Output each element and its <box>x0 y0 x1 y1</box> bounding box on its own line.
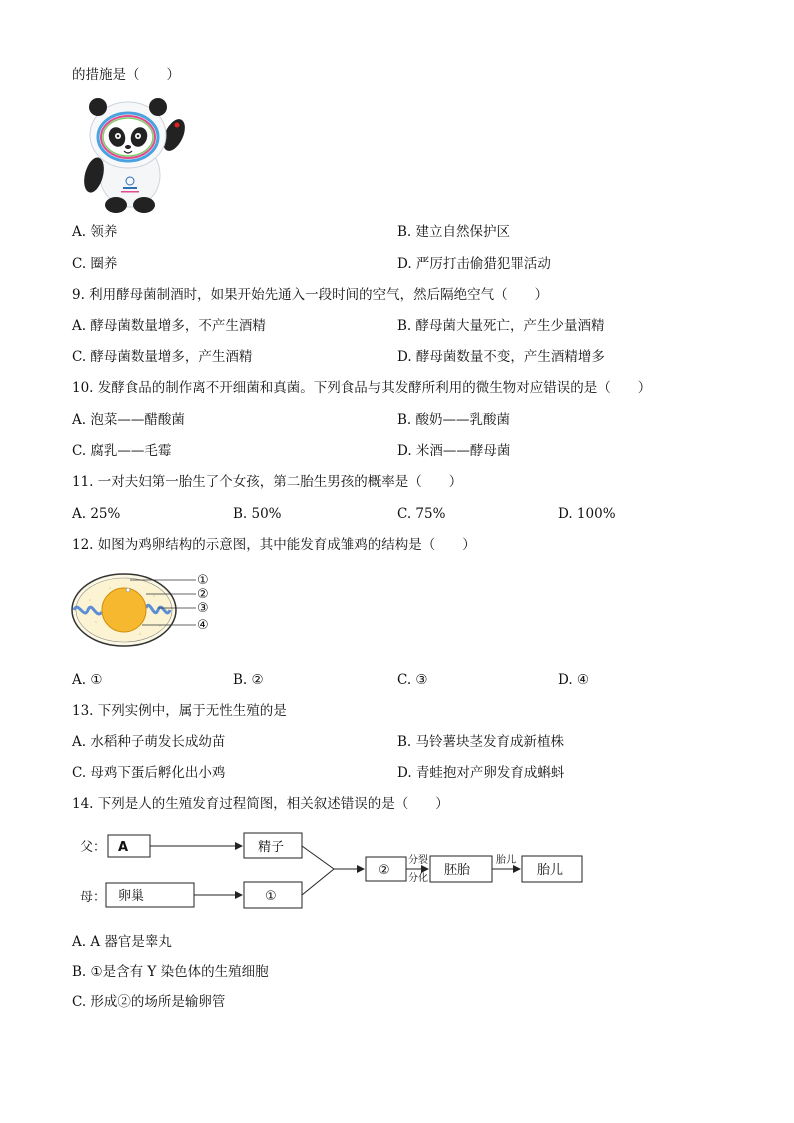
box-fetus-text: 胎儿 <box>537 863 564 878</box>
q9-option-c: C. 酵母菌数量增多，产生酒精 <box>72 349 253 365</box>
q8-option-d: D. 严厉打击偷猎犯罪活动 <box>397 256 551 272</box>
box-a-text: A <box>118 840 129 855</box>
q11-stem: 11. 一对夫妇第一胎生了个女孩，第二胎生男孩的概率是（ ） <box>72 474 463 490</box>
q13-option-d: D. 青蛙抱对产卵发育成蝌蚪 <box>397 765 565 781</box>
arrow-label-division: 分裂 <box>408 855 428 866</box>
q8-option-b: B. 建立自然保护区 <box>397 224 511 240</box>
q9-option-d: D. 酵母菌数量不变，产生酒精增多 <box>397 349 605 365</box>
box-ovary-text: 卵巢 <box>118 889 145 904</box>
q8-option-c: C. 圈养 <box>72 256 118 272</box>
q13-option-b: B. 马铃薯块茎发育成新植株 <box>397 734 565 750</box>
q14-option-c: C. 形成②的场所是输卵管 <box>72 994 226 1010</box>
q13-stem: 13. 下列实例中，属于无性生殖的是 <box>72 703 287 719</box>
q10-option-a: A. 泡菜——醋酸菌 <box>72 412 185 428</box>
panda-mascot-image <box>72 97 192 215</box>
box-1-text: ① <box>265 889 277 904</box>
q9-option-a: A. 酵母菌数量增多，不产生酒精 <box>72 318 266 334</box>
father-label: 父： <box>80 840 107 855</box>
q9-option-b: B. 酵母菌大量死亡，产生少量酒精 <box>397 318 605 334</box>
q10-stem: 10. 发酵食品的制作离不开细菌和真菌。下列食品与其发酵所利用的微生物对应错误的是（ ） <box>72 380 652 396</box>
q11-option-b: B. 50% <box>233 506 282 522</box>
egg-label-3: ③ <box>197 601 209 616</box>
egg-label-4: ④ <box>197 618 209 633</box>
q10-option-d: D. 米酒——酵母菌 <box>397 443 511 459</box>
q8-option-a: A. 领养 <box>72 224 118 240</box>
box-a <box>108 835 150 857</box>
mother-label: 母： <box>80 890 107 905</box>
q10-option-b: B. 酸奶——乳酸菌 <box>397 412 511 428</box>
arrow-label-differentiation: 分化 <box>408 873 428 884</box>
q11-option-d: D. 100% <box>558 506 616 522</box>
germinal-disc <box>126 588 130 592</box>
q12-option-d: D. ④ <box>558 672 590 688</box>
q8-stem-tail: 的措施是（ ） <box>72 67 180 83</box>
q13-option-a: A. 水稻种子萌发长成幼苗 <box>72 734 226 750</box>
egg-label-2: ② <box>197 587 209 602</box>
q14-option-a: A. A 器官是睾丸 <box>72 934 172 950</box>
egg-label-1: ① <box>197 573 209 588</box>
box-embryo-text: 胚胎 <box>444 863 471 878</box>
q14-stem: 14. 下列是人的生殖发育过程简图，相关叙述错误的是（ ） <box>72 796 449 812</box>
q12-option-a: A. ① <box>72 672 103 688</box>
q12-option-c: C. ③ <box>397 672 428 688</box>
arrow-label-fetus: 胎儿 <box>496 855 516 866</box>
q10-option-c: C. 腐乳——毛霉 <box>72 443 172 459</box>
reproduction-flow-diagram <box>72 825 592 915</box>
q11-option-a: A. 25% <box>72 506 121 522</box>
q13-option-c: C. 母鸡下蛋后孵化出小鸡 <box>72 765 226 781</box>
q11-option-c: C. 75% <box>397 506 446 522</box>
egg-structure-diagram <box>70 570 220 652</box>
box-sperm-text: 精子 <box>258 840 285 855</box>
q12-stem: 12. 如图为鸡卵结构的示意图，其中能发育成雏鸡的结构是（ ） <box>72 537 476 553</box>
q12-option-b: B. ② <box>233 672 264 688</box>
q14-option-b: B. ①是含有 Y 染色体的生殖细胞 <box>72 964 269 980</box>
egg-yolk <box>102 588 146 632</box>
q9-stem: 9. 利用酵母菌制酒时，如果开始先通入一段时间的空气，然后隔绝空气（ ） <box>72 287 549 303</box>
box-2-text: ② <box>378 863 390 878</box>
